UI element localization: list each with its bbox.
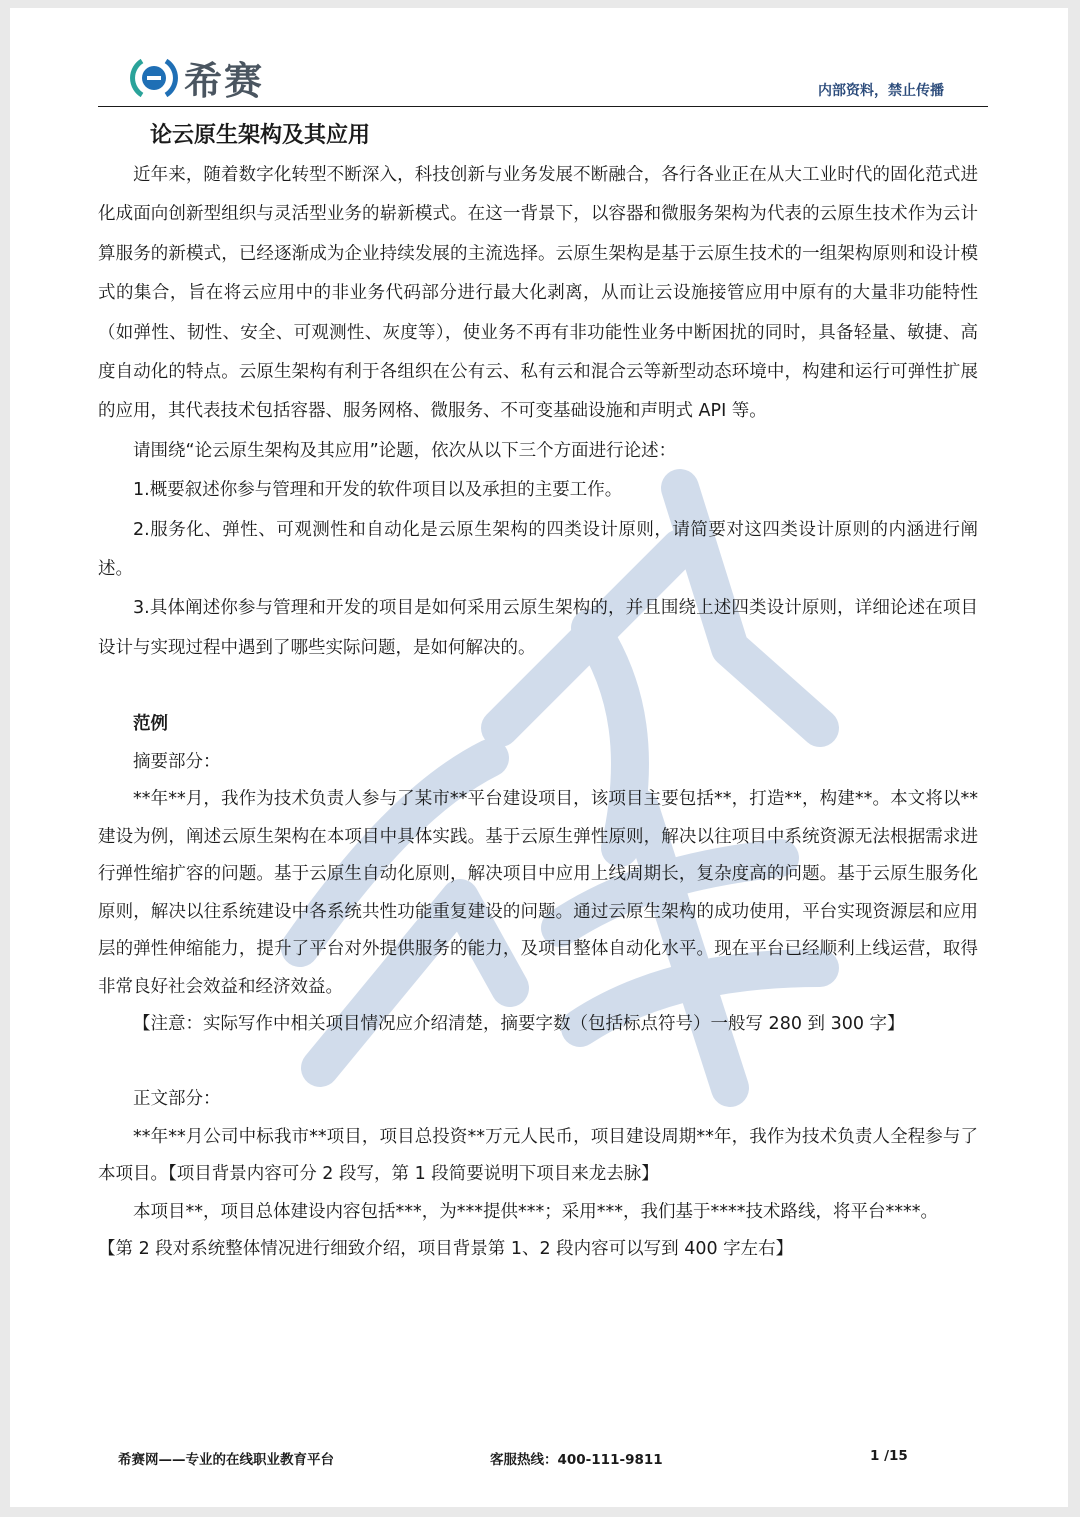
prompt-paragraph: 请围绕“论云原生架构及其应用”论题，依次从以下三个方面进行论述： [133,440,677,461]
xisai-logo-icon [128,55,180,101]
footer-hotline: 客服热线：400-111-9811 [490,1452,663,1468]
abstract-heading: 摘要部分： [133,751,221,772]
question-1: 1.概要叙述你参与管理和开发的软件项目以及承担的主要工作。 [133,480,623,501]
example-heading: 范例 [133,714,168,735]
question-2: 2.服务化、弹性、可观测性和自动化是云原生架构的四类设计原则，请简要对这四类设计原则的内涵进行阐述。 [98,519,978,580]
footer-site: 希赛网——专业的在线职业教育平台 [118,1452,334,1468]
document-page [10,8,1068,1507]
page-number: 1 /15 [870,1448,908,1464]
essay-title: 论云原生架构及其应用 [150,123,371,148]
document-body [98,156,978,1269]
section-gap [98,668,978,706]
logo-text: 希赛 [184,59,265,103]
abstract-note: 【注意：实际写作中相关项目情况应介绍清楚，摘要字数（包括标点符号）一般写 280 到 300 字】 [133,1014,905,1035]
example-section [98,706,978,1269]
body-paragraph-2: 本项目**，项目总体建设内容包括***，为***提供***；采用***，我们基于****技术路线，将平台****。 [133,1201,938,1222]
body-paragraph-1: **年**月公司中标我市**项目，项目总投资**万元人民币，项目建设周期**年，我作为技术负责人全程参与了本项目。【项目背景内容可分 2 段写，第 1 段简要说明下项目来龙去脉】 [98,1126,978,1185]
header-divider [98,106,988,107]
question-3: 3.具体阐述你参与管理和开发的项目是如何采用云原生架构的，并且围绕上述四类设计原则，详细论述在项目设计与实现过程中遇到了哪些实际问题，是如何解决的。 [98,598,978,658]
confidential-label: 内部资料，禁止传播 [818,83,944,99]
brand-logo [128,50,264,105]
intro-paragraph: 近年来，随着数字化转型不断深入，科技创新与业务发展不断融合，各行各业正在从大工业时代的固化范式进化成面向创新型组织与灵活型业务的崭新模式。在这一背景下，以容器和微服务架构为代表的云原生技术作为云计算服务的新模式，已经逐渐成为企业持续发展的主流选择。云原生架构是基于云原生技术的一组架构原则和设计模式的集合，旨在将云应用中的非业务代码部分进行最大化剥离，从而让云设施接管应用中原有的大量非功能特性（如弹性、韧性、安全、可观测性、灰度等），使业务不再有非功能性业务中断困扰的同时，具备轻量、敏捷、高度自动化的特点。云原生架构有利于各组织在公有云、私有云和混合云等新型动态环境中，构建和运行可弹性扩展的应用，其代表技术包括容器、服务网格、微服务、不可变基础设施和声明式 API 等。 [98,165,978,422]
body-heading: 正文部分： [133,1089,221,1110]
section-gap [98,1044,978,1082]
body-note: 【第 2 段对系统整体情况进行细致介绍，项目背景第 1、2 段内容可以写到 400 字左右】 [98,1239,794,1260]
abstract-paragraph: **年**月，我作为技术负责人参与了某市**平台建设项目，该项目主要包括**，打造**，构建**。本文将以**建设为例，阐述云原生架构在本项目中具体实践。基于云原生弹性原则，解决以往项目中系统资源无法根据需求进行弹性缩扩容的问题。基于云原生自动化原则，解决项目中应用上线周期长，复杂度高的问题。基于云原生服务化原则，解决以往系统建设中各系统共性功能重复建设的问题。通过云原生架构的成功使用，平台实现资源层和应用层的弹性伸缩能力，提升了平台对外提供服务的能力，及项目整体自动化水平。现在平台已经顺利上线运营，取得非常良好社会效益和经济效益。 [98,789,978,997]
